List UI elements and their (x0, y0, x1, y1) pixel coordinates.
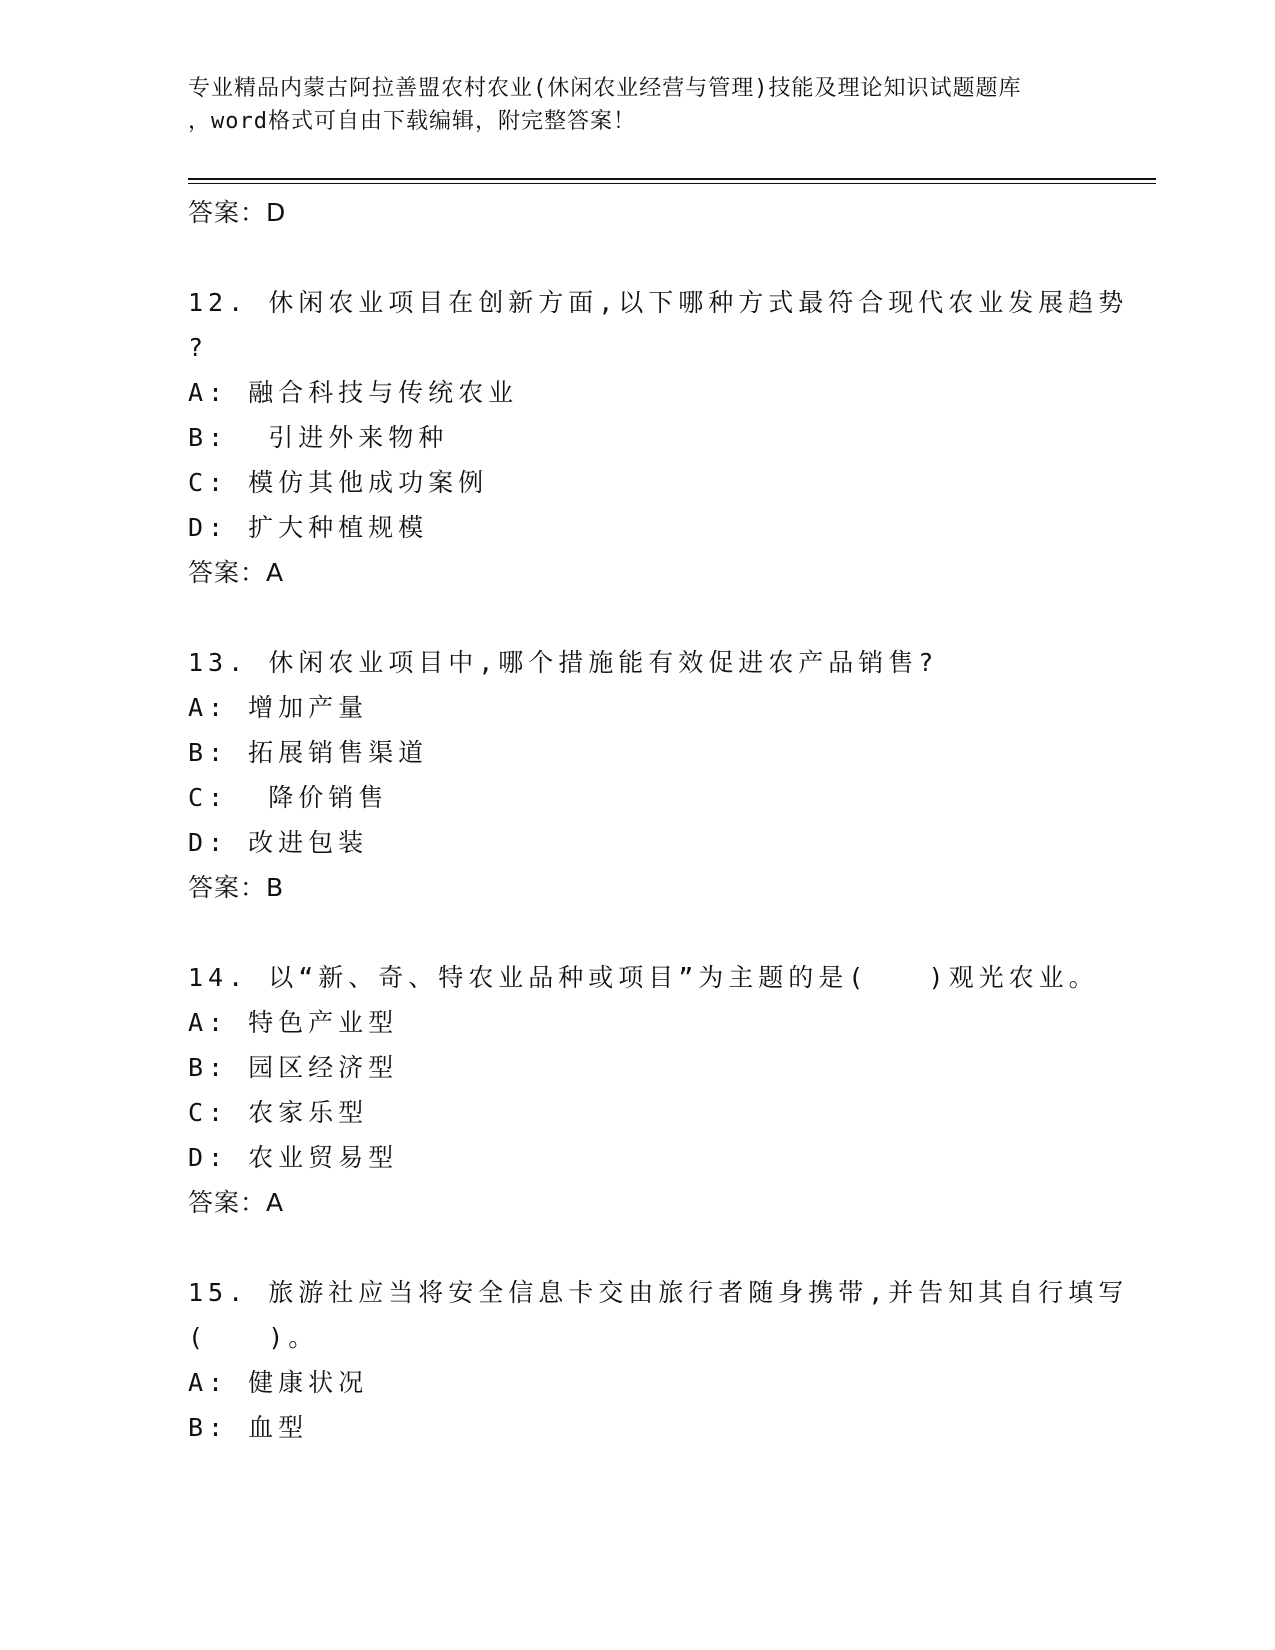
question-text: 12. 休闲农业项目在创新方面,以下哪种方式最符合现代农业发展趋势 (188, 288, 1129, 317)
option-a: A: 增加产量 (188, 693, 369, 722)
option-c: C: 降价销售 (188, 783, 389, 812)
question-15 (188, 1270, 1148, 1450)
option-b: B: 拓展销售渠道 (188, 738, 429, 767)
question-text: 14. 以“新、奇、特农业品种或项目”为主题的是( )观光农业。 (188, 963, 1099, 992)
question-text-continued: ? (188, 333, 209, 362)
previous-answer: 答案：D (188, 198, 287, 227)
option-b: B: 血型 (188, 1413, 309, 1442)
header-divider (188, 178, 1156, 184)
option-c: C: 模仿其他成功案例 (188, 468, 489, 497)
question-text-continued: ( )。 (188, 1323, 319, 1352)
option-a: A: 融合科技与传统农业 (188, 378, 519, 407)
question-text: 15. 旅游社应当将安全信息卡交由旅行者随身携带,并告知其自行填写 (188, 1278, 1129, 1307)
answer: 答案：A (188, 558, 285, 587)
option-c: C: 农家乐型 (188, 1098, 369, 1127)
answer: 答案：A (188, 1188, 285, 1217)
header-title-line-1: 专业精品内蒙古阿拉善盟农村农业(休闲农业经营与管理)技能及理论知识试题题库 (188, 76, 1022, 101)
question-13 (188, 640, 1148, 910)
option-a: A: 特色产业型 (188, 1008, 399, 1037)
option-a: A: 健康状况 (188, 1368, 369, 1397)
question-list (188, 190, 1148, 1450)
document-header (188, 72, 1088, 138)
question-14 (188, 955, 1148, 1225)
question-12 (188, 280, 1148, 595)
question-text: 13. 休闲农业项目中,哪个措施能有效促进农产品销售? (188, 648, 939, 677)
option-b: B: 园区经济型 (188, 1053, 399, 1082)
answer: 答案：B (188, 873, 285, 902)
option-b: B: 引进外来物种 (188, 423, 449, 452)
option-d: D: 农业贸易型 (188, 1143, 399, 1172)
option-d: D: 扩大种植规模 (188, 513, 429, 542)
option-d: D: 改进包装 (188, 828, 369, 857)
header-title-line-2: ，word格式可自由下载编辑，附完整答案！ (188, 109, 636, 134)
